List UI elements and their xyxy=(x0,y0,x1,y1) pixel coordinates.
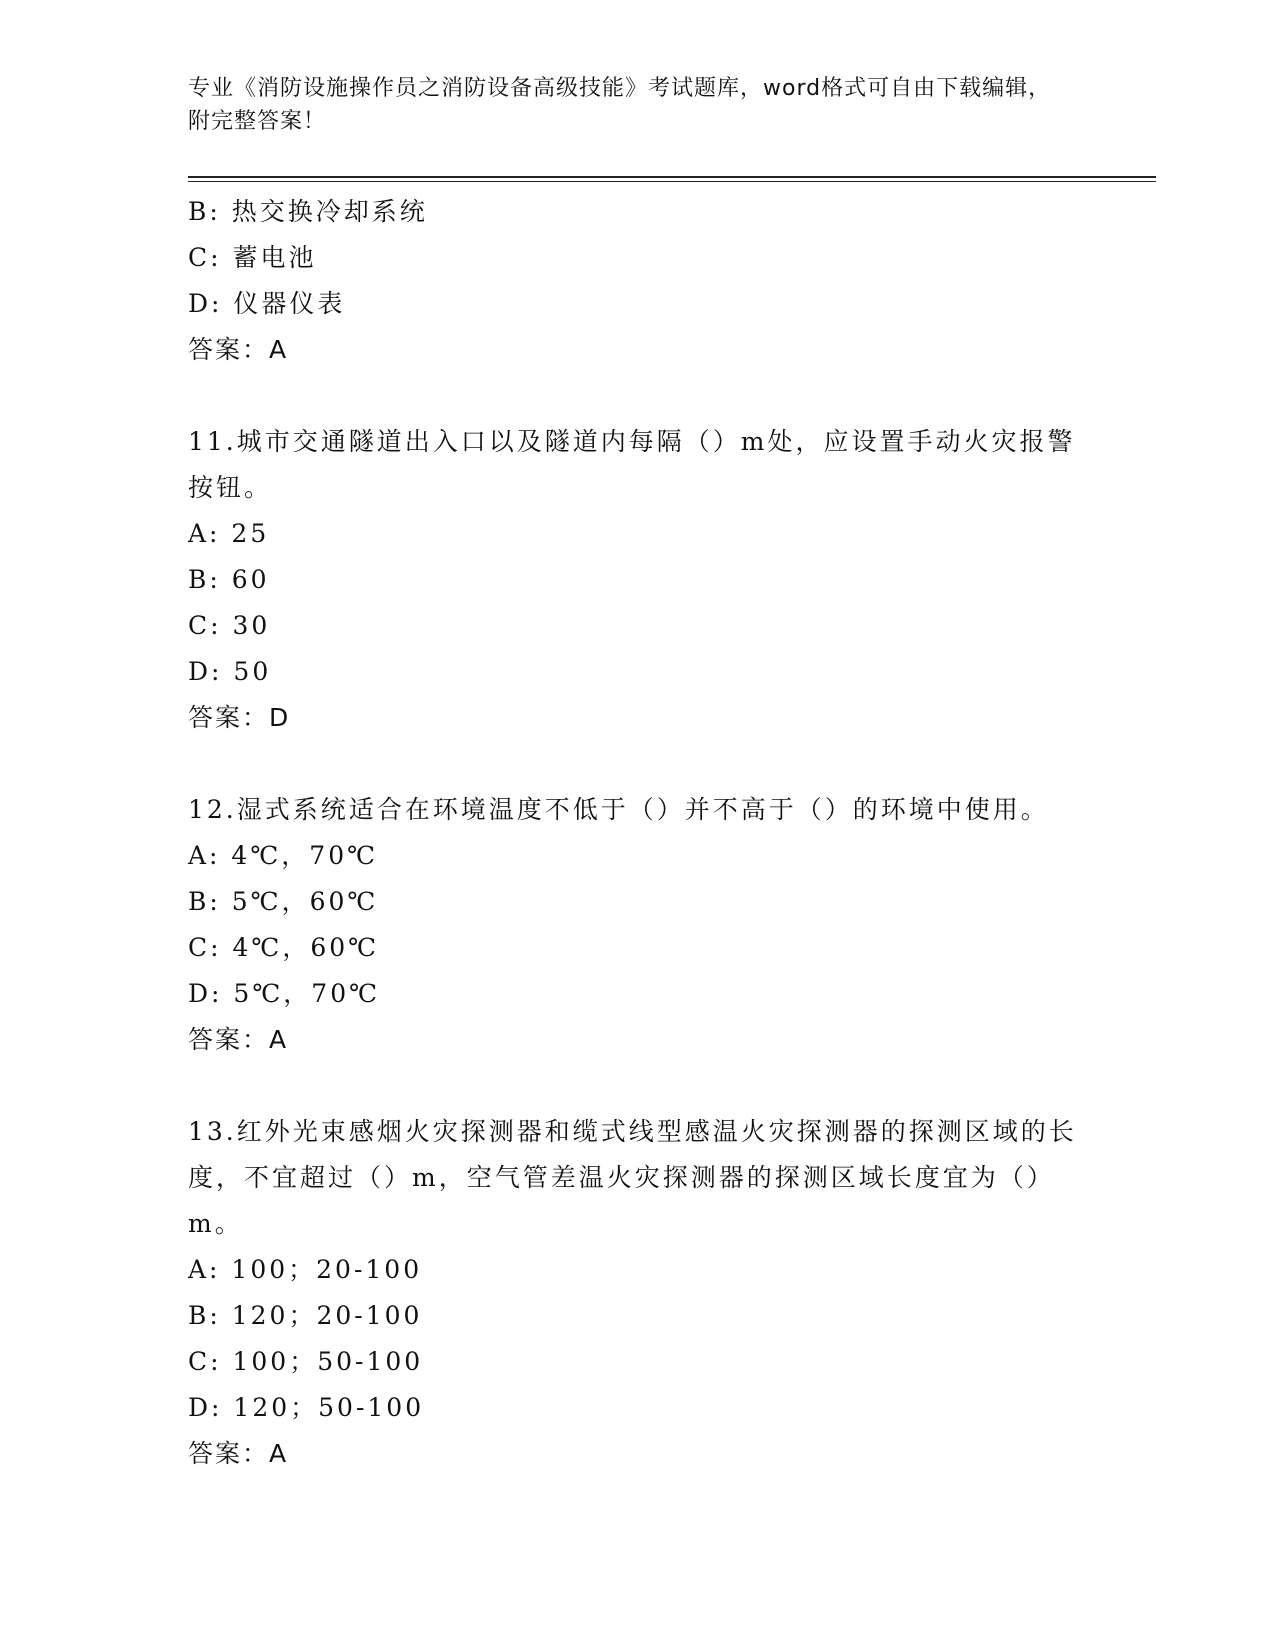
header-divider-thin xyxy=(188,181,1156,182)
answer-line: 答案：A xyxy=(188,1025,289,1054)
option-b: B: 120；20-100 xyxy=(188,1301,423,1330)
question-stem: 13.红外光束感烟火灾探测器和缆式线型感温火灾探测器的探测区域的长度，不宜超过（）m，空气管差温火灾探测器的探测区域长度宜为（）m。 xyxy=(188,1117,1077,1238)
question-stem: 11.城市交通隧道出入口以及隧道内每隔（）m处，应设置手动火灾报警按钮。 xyxy=(188,427,1076,502)
option-d: D: 5℃，70℃ xyxy=(188,979,381,1008)
option-c: C: 30 xyxy=(188,611,271,640)
spacer xyxy=(188,373,1088,419)
question-13 xyxy=(188,1109,1088,1477)
previous-question-tail xyxy=(188,189,1088,373)
option-a: A: 100；20-100 xyxy=(188,1255,423,1284)
option-c: C: 蓄电池 xyxy=(188,243,317,272)
option-c: C: 100；50-100 xyxy=(188,1347,424,1376)
answer-line: 答案：A xyxy=(188,1439,289,1468)
question-stem: 12.湿式系统适合在环境温度不低于（）并不高于（）的环境中使用。 xyxy=(188,795,1049,824)
option-a: A: 25 xyxy=(188,519,270,548)
option-a: A: 4℃，70℃ xyxy=(188,841,379,870)
spacer xyxy=(188,1063,1088,1109)
document-header: 专业《消防设施操作员之消防设备高级技能》考试题库，word格式可自由下载编辑，附完整答案！ xyxy=(188,76,1052,134)
question-content xyxy=(188,189,1088,1477)
option-d: D: 仪器仪表 xyxy=(188,289,346,318)
question-11 xyxy=(188,419,1088,741)
option-d: D: 120；50-100 xyxy=(188,1393,425,1422)
option-b: B: 热交换冷却系统 xyxy=(188,197,428,226)
answer-line: 答案：A xyxy=(188,335,289,364)
option-b: B: 5℃，60℃ xyxy=(188,887,379,916)
question-12 xyxy=(188,787,1088,1063)
header-divider-thick xyxy=(188,176,1156,178)
answer-line: 答案：D xyxy=(188,703,291,732)
option-b: B: 60 xyxy=(188,565,270,594)
spacer xyxy=(188,741,1088,787)
option-c: C: 4℃，60℃ xyxy=(188,933,380,962)
option-d: D: 50 xyxy=(188,657,272,686)
